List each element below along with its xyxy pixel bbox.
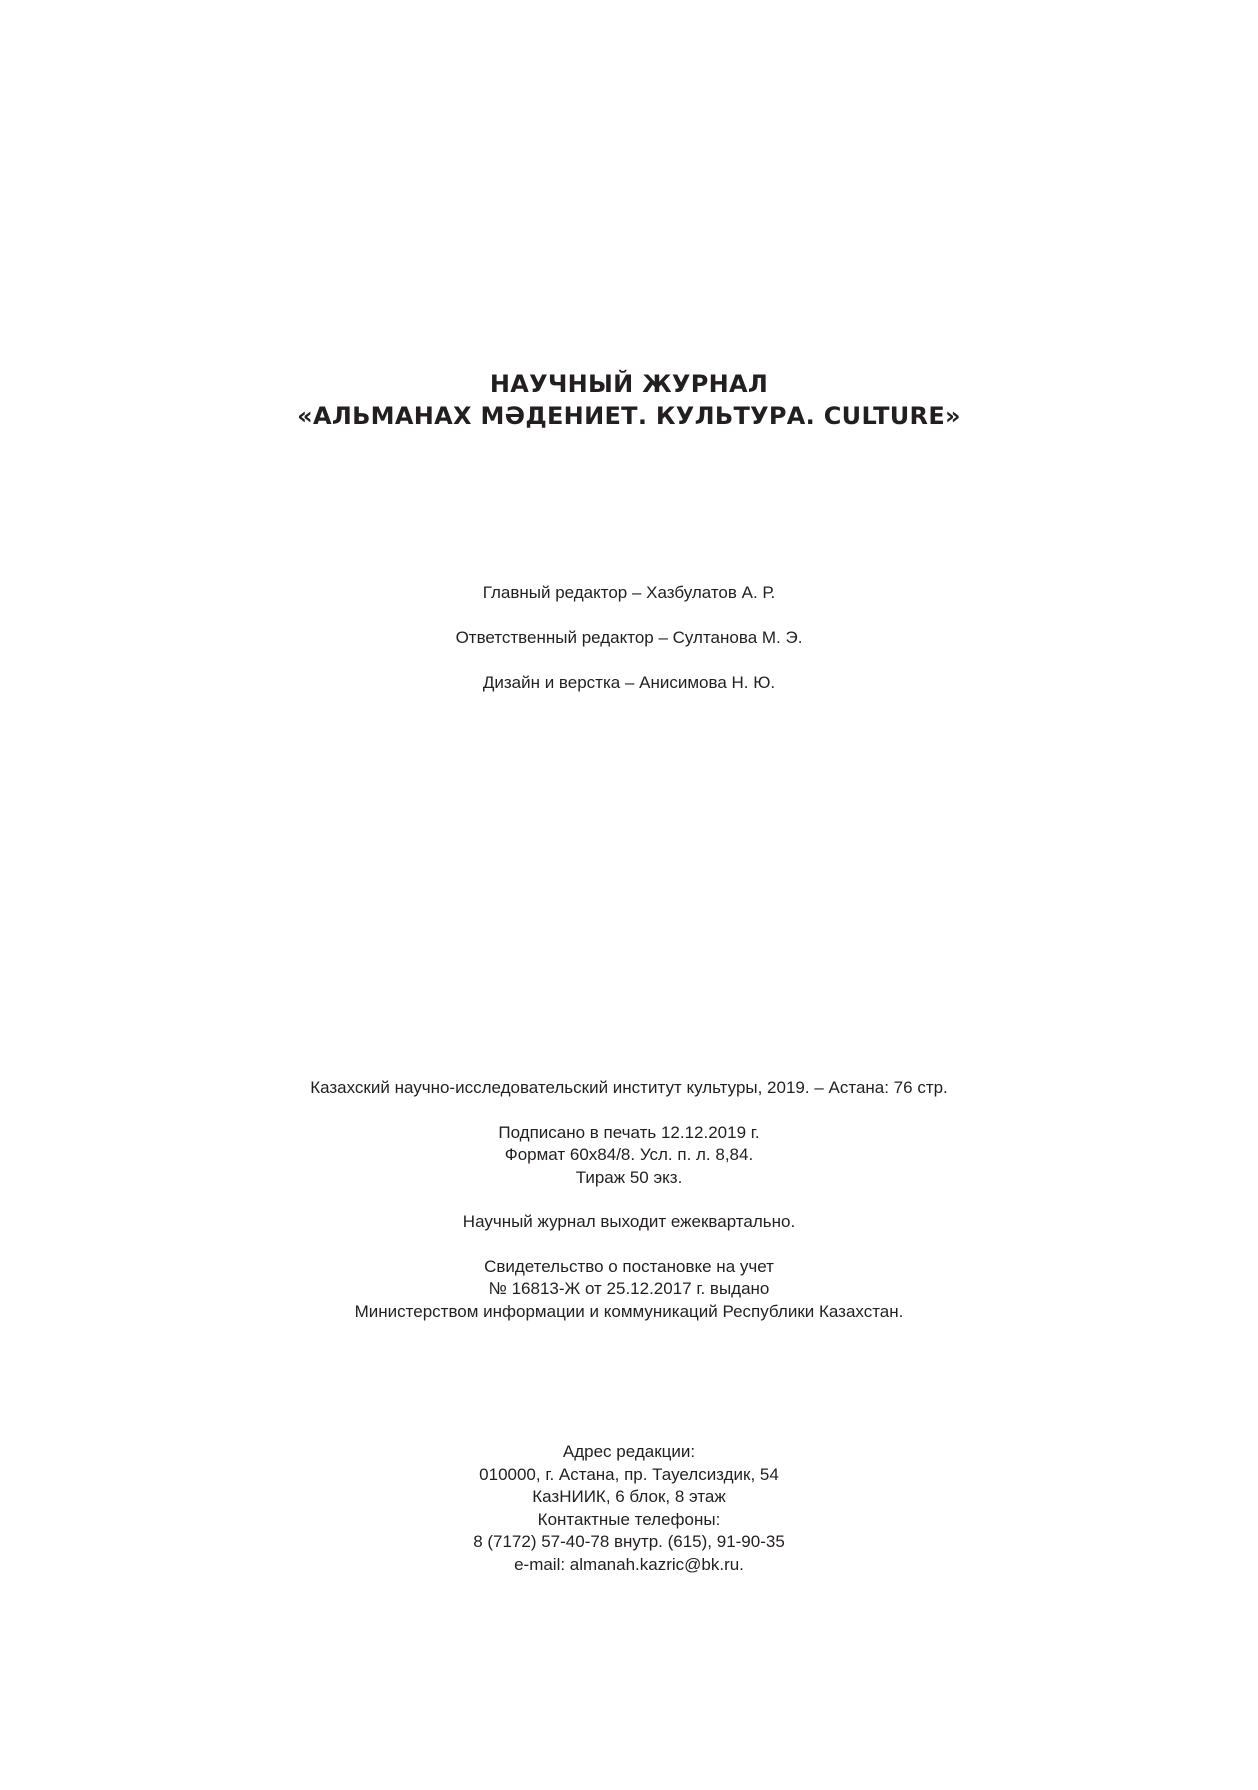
executive-editor: Ответственный редактор – Султанова М. Э. [455, 628, 803, 647]
address-heading: Адрес редакции: [562, 1442, 696, 1461]
print-format: Формат 60х84/8. Усл. п. л. 8,84. [504, 1145, 754, 1164]
journal-title [0, 368, 1258, 432]
spacer [0, 1189, 1258, 1211]
publisher-line: Казахский научно-исследовательский институт культуры, 2019. – Астана: 76 стр. [310, 1078, 948, 1097]
editorial-address [0, 1441, 1258, 1576]
contact-phones: 8 (7172) 57-40-78 внутр. (615), 91-90-35 [473, 1532, 785, 1551]
spacer [0, 1234, 1258, 1256]
journal-title-line-1: НАУЧНЫЙ ЖУРНАЛ [489, 370, 769, 398]
registration-certificate-line-2: № 16813-Ж от 25.12.2017 г. выдано [488, 1279, 770, 1298]
print-run: Тираж 50 экз. [575, 1167, 683, 1187]
registration-certificate-line-1: Свидетельство о постановке на учет [484, 1256, 774, 1276]
signed-to-print: Подписано в печать 12.12.2019 г. [498, 1122, 760, 1142]
address-street: 010000, г. Астана, пр. Тауелсиздик, 54 [479, 1464, 779, 1484]
phones-heading: Контактные телефоны: [537, 1509, 721, 1529]
chief-editor: Главный редактор – Хазбулатов А. Р. [482, 583, 776, 602]
publication-frequency: Научный журнал выходит ежеквартально. [462, 1212, 796, 1231]
registration-certificate-line-3: Министерством информации и коммуникаций Республики Казахстан. [354, 1301, 904, 1321]
editorial-staff [0, 582, 1258, 717]
publication-imprint [0, 1077, 1258, 1323]
design-layout-credit: Дизайн и верстка – Анисимова Н. Ю. [482, 673, 776, 692]
spacer [0, 1100, 1258, 1122]
contact-email: e-mail: almanah.kazric@bk.ru. [514, 1554, 744, 1574]
address-building: КазНИИК, 6 блок, 8 этаж [532, 1487, 726, 1506]
journal-title-line-2: «АЛЬМАНАХ МӘДЕНИЕТ. КУЛЬТУРА. CULTURE» [297, 402, 961, 430]
